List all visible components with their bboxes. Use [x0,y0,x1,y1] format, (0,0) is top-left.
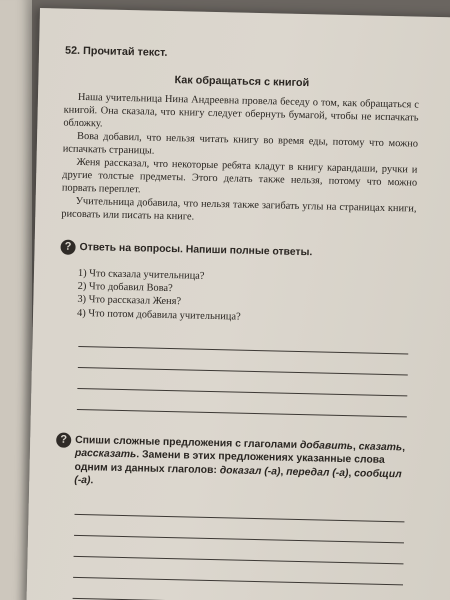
separator: , [348,467,355,480]
verb-word: сказать [358,441,403,454]
task1-header [60,241,415,263]
instruction-text: . Замени в этих предложениях указанные слова одним из данных глаголов: [74,449,385,477]
verb-option: сообщил (-а) [74,468,402,487]
task1-answer-lines [77,326,409,417]
page-content [53,45,420,600]
reading-text [61,91,419,229]
question-item: 1) Что сказала учительница? [77,267,205,282]
instruction-text: Спиши сложные предложения с глаголами [75,434,301,451]
paragraph: Наша учительница Нина Андреевна провела беседу о том, как обращаться с книгой. Она сказала, что книгу следует обернуть бумагой, чтобы не испачкать обложку. [63,91,420,130]
paragraph: Учительница добавила, что нельзя также загибать углы на страницах книги, рисовать или писать на книге. [61,195,417,223]
verb-option: передал (-а) [286,466,349,479]
verb-word: добавить [299,439,354,453]
question-item: 3) Что рассказал Женя? [77,294,182,308]
exercise-number: 52. Прочитай текст. [64,44,168,59]
left-page-edge [0,0,32,600]
separator: , [280,466,287,478]
question-item: 4) Что потом добавила учительница? [76,307,241,323]
question-list [77,267,415,327]
verb-word: рассказать [74,448,137,461]
task2-header [55,433,411,495]
task2-instruction [74,434,411,496]
question-circle-icon: ? [60,240,75,255]
text-title: Как обращаться с книгой [174,74,310,90]
separator: , [402,442,406,454]
paragraph: Женя рассказал, что некоторые ребята кладут в книгу карандаши, ручки и другие толстые предметы. Этого делать также нельзя, потому что можно порвать переплет. [61,156,418,196]
verb-option: доказал (-а) [219,465,281,478]
task2-answer-lines [73,494,405,600]
paragraph: Вова добавил, что нельзя читать книгу во время еды, потому что можно испачкать страницы. [62,130,419,157]
workbook-page [26,8,450,600]
question-circle-icon: ? [56,432,71,447]
task1-instruction: Ответь на вопросы. Напиши полные ответы. [79,241,313,259]
instruction-text: . [90,475,94,487]
question-item: 2) Что добавил Вова? [77,281,173,295]
separator: , [352,441,359,453]
